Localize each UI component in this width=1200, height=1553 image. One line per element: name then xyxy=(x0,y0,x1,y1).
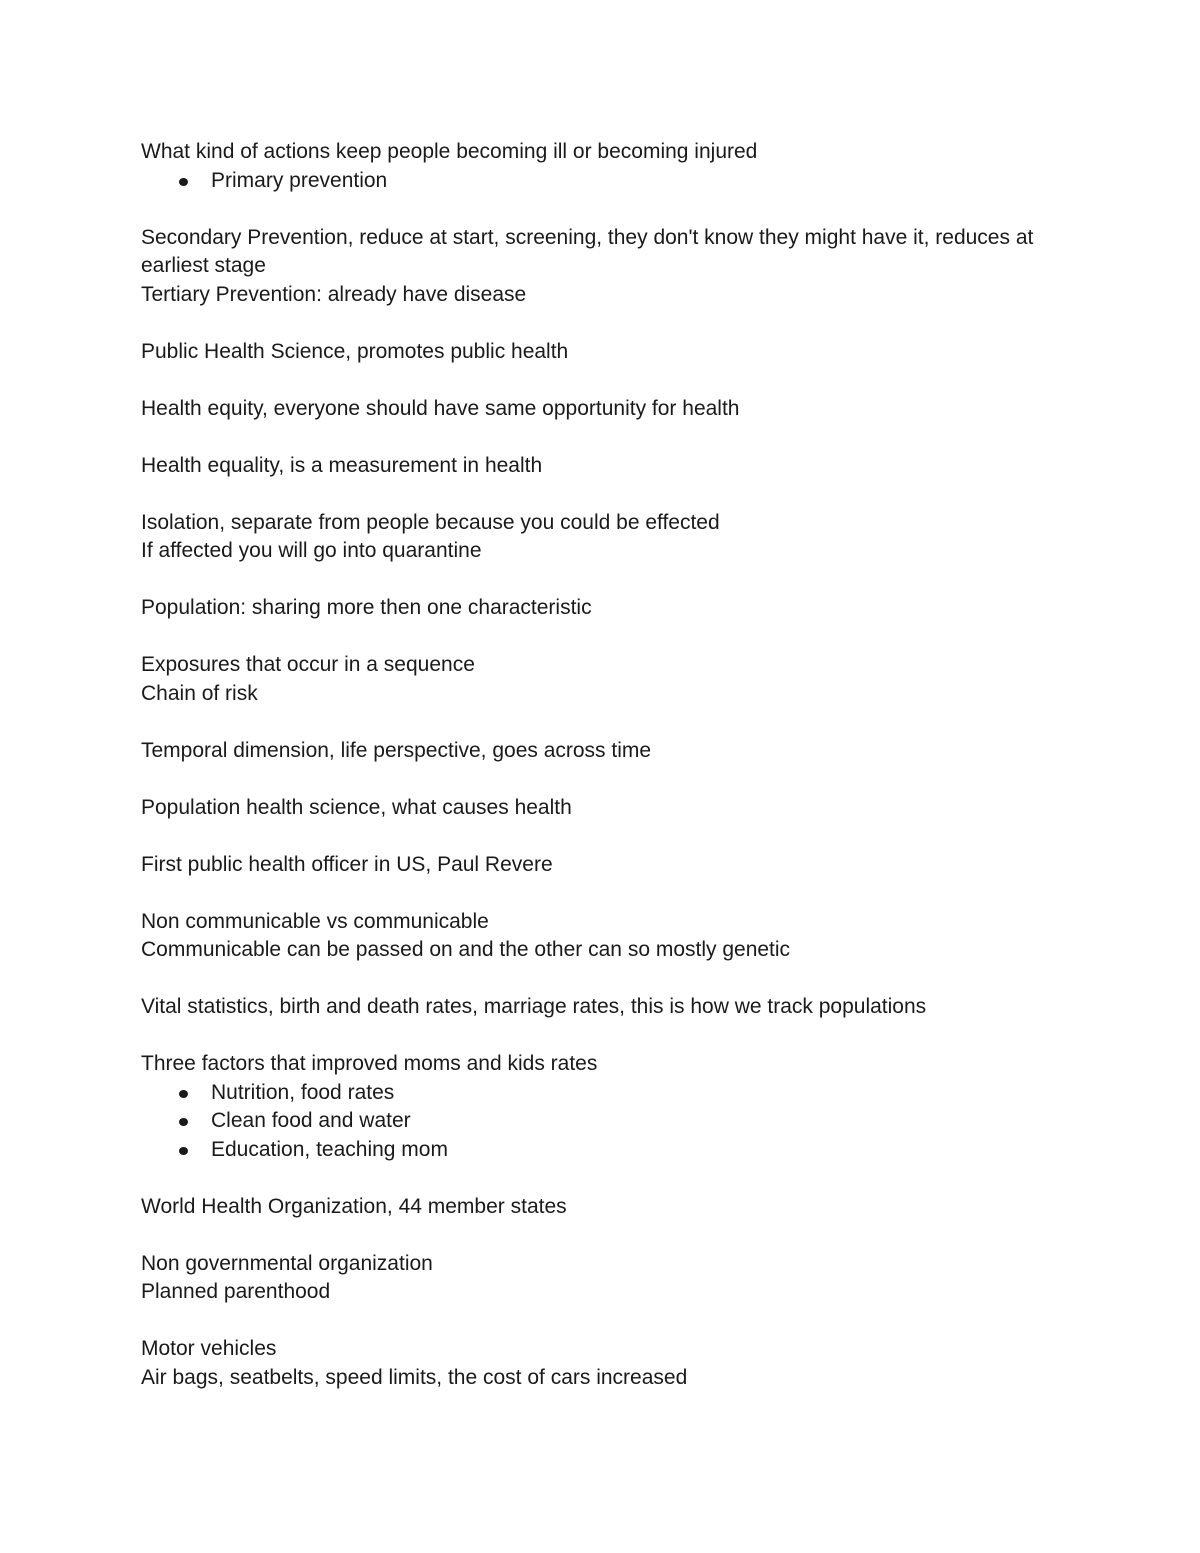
note-line: Public Health Science, promotes public health xyxy=(141,339,569,363)
note-line: First public health officer in US, Paul Revere xyxy=(141,852,553,876)
blank-line xyxy=(141,309,1081,338)
blank-line xyxy=(141,195,1081,224)
note-line: Health equity, everyone should have same opportunity for health xyxy=(141,396,740,420)
blank-line xyxy=(141,708,1081,737)
list-item xyxy=(141,1136,1081,1165)
list-item xyxy=(141,1079,1081,1108)
note-line: Three factors that improved moms and kids rates xyxy=(141,1052,598,1075)
note-line: If affected you will go into quarantine xyxy=(141,539,482,562)
note-line: Communicable can be passed on and the other can so mostly genetic xyxy=(141,938,791,961)
bullet-icon xyxy=(179,1090,188,1098)
blank-line xyxy=(141,423,1081,452)
note-line: Vital statistics, birth and death rates, marriage rates, this is how we track populations xyxy=(141,995,927,1018)
note-line: Temporal dimension, life perspective, goes across time xyxy=(141,738,652,762)
blank-line xyxy=(141,965,1081,994)
document-body xyxy=(141,138,1081,1392)
bullet-icon xyxy=(179,1118,188,1126)
factors-bullet-list xyxy=(141,1079,1081,1165)
blank-line xyxy=(141,1307,1081,1336)
note-line: Air bags, seatbelts, speed limits, the cost of cars increased xyxy=(141,1365,688,1389)
note-line: Population: sharing more then one characteristic xyxy=(141,596,592,619)
blank-line xyxy=(141,1164,1081,1193)
note-line: Planned parenthood xyxy=(141,1280,331,1303)
blank-line xyxy=(141,566,1081,595)
note-line: Tertiary Prevention: already have disease xyxy=(141,282,527,306)
bullet-icon xyxy=(179,1147,188,1155)
bullet-icon xyxy=(179,178,188,186)
question-line: What kind of actions keep people becoming ill or becoming injured xyxy=(141,140,758,163)
note-line: Isolation, separate from people because you could be effected xyxy=(141,510,720,534)
blank-line xyxy=(141,822,1081,851)
list-item-text: Clean food and water xyxy=(211,1109,411,1132)
blank-line xyxy=(141,366,1081,395)
blank-line xyxy=(141,623,1081,652)
prevention-bullet-list xyxy=(141,167,1081,196)
note-line: Non governmental organization xyxy=(141,1251,433,1275)
list-item xyxy=(141,167,1081,196)
note-line: Non communicable vs communicable xyxy=(141,909,489,933)
note-line: Motor vehicles xyxy=(141,1337,277,1360)
note-line: Chain of risk xyxy=(141,681,258,705)
note-line: Exposures that occur in a sequence xyxy=(141,653,475,676)
blank-line xyxy=(141,1022,1081,1051)
note-line: Health equality, is a measurement in health xyxy=(141,453,543,477)
blank-line xyxy=(141,480,1081,509)
blank-line xyxy=(141,1221,1081,1250)
list-item-text: Education, teaching mom xyxy=(211,1137,448,1161)
note-line: Secondary Prevention, reduce at start, screening, they don't know they might have it, reduces at earliest stage xyxy=(141,225,1040,277)
list-item-text: Primary prevention xyxy=(211,168,388,192)
blank-line xyxy=(141,879,1081,908)
blank-line xyxy=(141,765,1081,794)
note-line: Population health science, what causes health xyxy=(141,795,572,819)
list-item xyxy=(141,1107,1081,1136)
note-line: World Health Organization, 44 member states xyxy=(141,1194,567,1218)
list-item-text: Nutrition, food rates xyxy=(211,1080,395,1104)
